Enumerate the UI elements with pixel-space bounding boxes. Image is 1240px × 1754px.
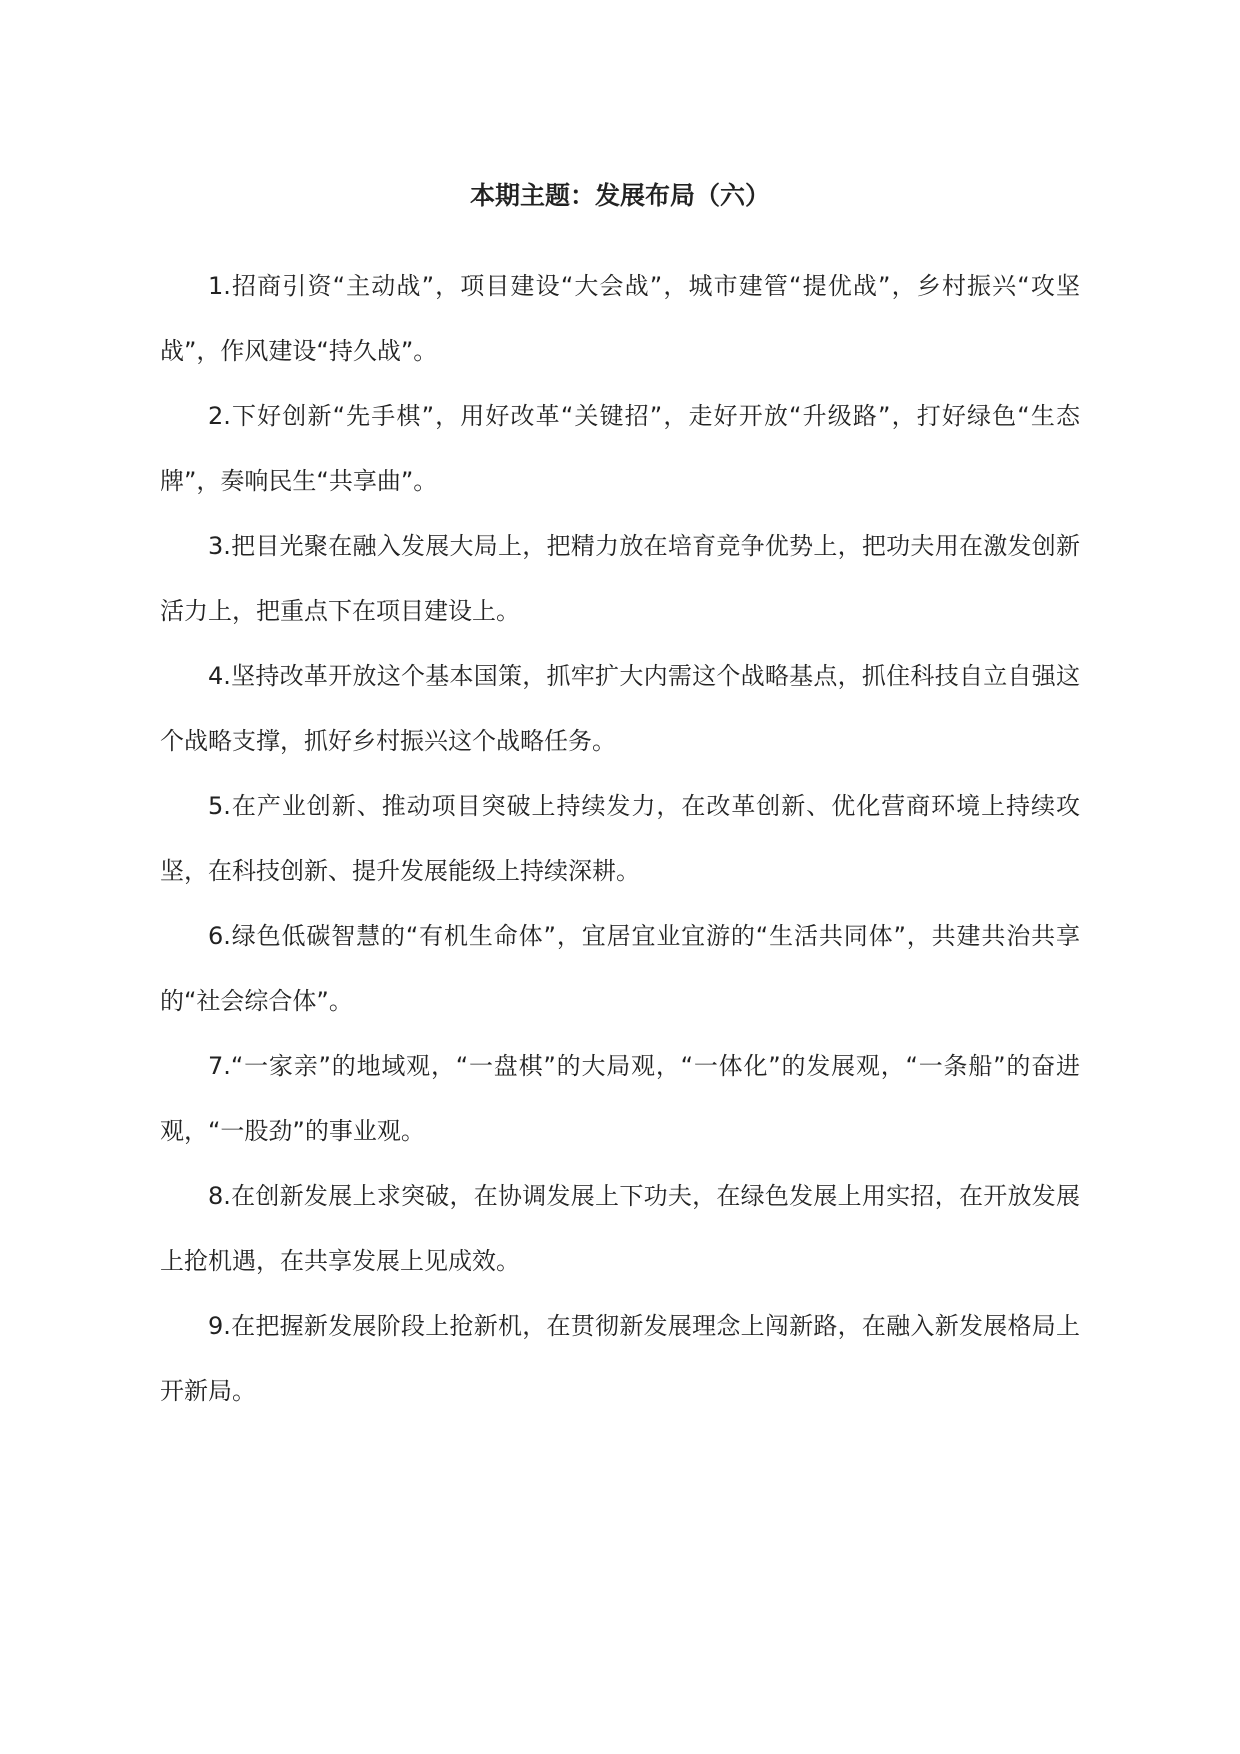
paragraph-2: 2.下好创新“先手棋”，用好改革“关键招”，走好开放“升级路”，打好绿色“生态牌”，奏响民生“共享曲”。 [160,402,1080,495]
paragraph-4: 4.坚持改革开放这个基本国策，抓牢扩大内需这个战略基点，抓住科技自立自强这个战略支撑，抓好乡村振兴这个战略任务。 [160,662,1080,755]
document-body [160,254,1080,1424]
paragraph-3: 3.把目光聚在融入发展大局上，把精力放在培育竞争优势上，把功夫用在激发创新活力上，把重点下在项目建设上。 [160,532,1080,625]
paragraph-5: 5.在产业创新、推动项目突破上持续发力，在改革创新、优化营商环境上持续攻坚，在科技创新、提升发展能级上持续深耕。 [160,792,1080,885]
paragraph-6: 6.绿色低碳智慧的“有机生命体”，宜居宜业宜游的“生活共同体”，共建共治共享的“社会综合体”。 [160,922,1080,1015]
paragraph-8: 8.在创新发展上求突破，在协调发展上下功夫，在绿色发展上用实招，在开放发展上抢机遇，在共享发展上见成效。 [160,1182,1080,1275]
paragraph-7: 7.“一家亲”的地域观，“一盘棋”的大局观，“一体化”的发展观，“一条船”的奋进观，“一股劲”的事业观。 [160,1052,1080,1145]
paragraph-1: 1.招商引资“主动战”，项目建设“大会战”，城市建管“提优战”，乡村振兴“攻坚战”，作风建设“持久战”。 [160,272,1080,365]
page-title: 本期主题：发展布局（六） [469,181,770,210]
paragraph-9: 9.在把握新发展阶段上抢新机，在贯彻新发展理念上闯新路，在融入新发展格局上开新局。 [160,1312,1080,1405]
